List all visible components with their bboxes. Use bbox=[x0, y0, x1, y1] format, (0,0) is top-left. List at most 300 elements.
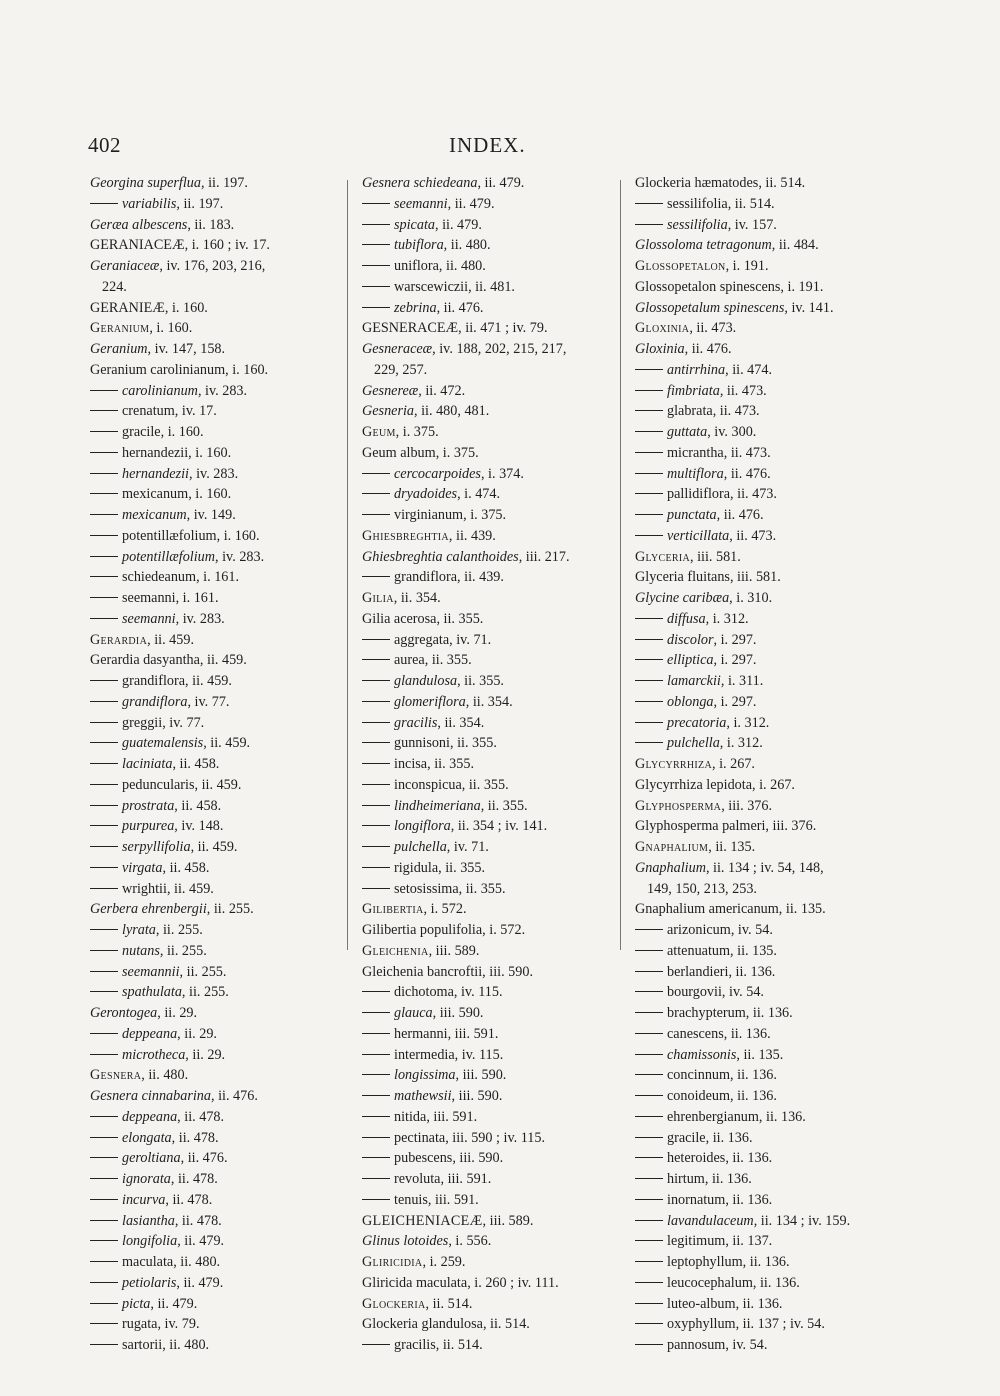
ditto-dash bbox=[90, 701, 118, 702]
index-entry bbox=[362, 1231, 610, 1252]
entry-references: , ii. 137. bbox=[725, 1233, 773, 1250]
entry-term: peduncularis bbox=[122, 776, 195, 793]
index-subentry bbox=[90, 1335, 338, 1356]
index-subentry bbox=[362, 796, 610, 817]
entry-term: Gesnera schiedeana bbox=[362, 175, 478, 191]
entry-references: , ii. 479. bbox=[176, 1274, 224, 1291]
ditto-dash bbox=[362, 867, 390, 868]
entry-references: , ii. 135. bbox=[730, 942, 777, 959]
index-entry bbox=[362, 1273, 610, 1294]
entry-term: Glossopetalon spinescens bbox=[635, 278, 781, 295]
ditto-dash bbox=[635, 1344, 663, 1345]
entry-term: inconspicua bbox=[394, 776, 462, 793]
index-subentry bbox=[635, 962, 895, 983]
entry-references: , ii. 137 ; iv. 54. bbox=[735, 1316, 825, 1333]
ditto-dash bbox=[362, 307, 390, 308]
entry-references: , i. 160 ; iv. 17. bbox=[184, 237, 270, 254]
index-subentry bbox=[362, 879, 610, 900]
ditto-dash bbox=[90, 1033, 118, 1034]
index-entry bbox=[90, 1065, 338, 1086]
index-subentry bbox=[635, 1231, 895, 1252]
ditto-dash bbox=[635, 452, 663, 453]
entry-term: Glockeria glandulosa bbox=[362, 1316, 483, 1333]
entry-term: gracile bbox=[122, 424, 161, 440]
entry-references: , ii. 355. bbox=[457, 673, 504, 689]
index-subentry bbox=[635, 733, 895, 754]
entry-references: , ii. 355. bbox=[438, 859, 486, 876]
entry-term: longiflora bbox=[394, 818, 451, 835]
entry-references: , iv. 176, 203, 216, bbox=[159, 258, 266, 274]
index-subentry bbox=[90, 1045, 338, 1066]
entry-term: bourgovii bbox=[667, 984, 722, 1001]
index-entry bbox=[362, 1314, 610, 1335]
entry-term: nutans bbox=[122, 942, 160, 959]
index-subentry bbox=[635, 1086, 895, 1107]
ditto-dash bbox=[635, 1095, 663, 1096]
index-subentry bbox=[635, 1211, 895, 1232]
entry-references: , ii. 473. bbox=[730, 486, 777, 503]
entry-term: Geranium bbox=[90, 320, 150, 337]
index-entry bbox=[362, 318, 610, 339]
entry-term: Glockeria bbox=[362, 1295, 426, 1312]
entry-references: , i. 375. bbox=[435, 444, 479, 461]
index-entry bbox=[362, 173, 610, 194]
ditto-dash bbox=[90, 846, 118, 847]
entry-term: Ghiesbreghtia bbox=[362, 527, 449, 544]
index-subentry bbox=[635, 1190, 895, 1211]
entry-term: Glyceria bbox=[635, 548, 690, 565]
entry-references: , iv. 79. bbox=[157, 1316, 200, 1333]
index-entry bbox=[635, 235, 895, 256]
entry-references: , ii. 514. bbox=[482, 1316, 530, 1333]
index-entry bbox=[362, 339, 610, 360]
entry-references: , ii. 479. bbox=[150, 1295, 198, 1312]
entry-references: , iii. 590. bbox=[452, 1150, 504, 1167]
entry-references: , i. 160. bbox=[149, 320, 193, 337]
entry-term: Gesnera bbox=[90, 1067, 142, 1084]
entry-term: grandiflora bbox=[394, 569, 458, 586]
index-subentry bbox=[635, 1335, 895, 1356]
index-subentry bbox=[362, 733, 610, 754]
entry-references: , iii. 590. bbox=[451, 1088, 503, 1104]
entry-term: pulchella bbox=[394, 839, 447, 855]
index-entry bbox=[635, 256, 895, 277]
entry-references: , iv. 188, 202, 215, 217, bbox=[432, 341, 567, 357]
entry-term: aggregata bbox=[394, 631, 450, 648]
entry-references: , ii. 197. bbox=[201, 175, 248, 191]
ditto-dash bbox=[635, 1220, 663, 1221]
index-continuation bbox=[635, 879, 895, 900]
entry-term: inornatum bbox=[667, 1191, 726, 1208]
index-continuation bbox=[90, 277, 338, 298]
ditto-dash bbox=[635, 431, 663, 432]
entry-term: micrantha bbox=[667, 444, 724, 461]
entry-references: , i. 191. bbox=[780, 278, 824, 295]
index-entry bbox=[635, 298, 895, 319]
entry-references: , iv. 148. bbox=[174, 818, 224, 835]
ditto-dash bbox=[90, 576, 118, 577]
entry-term: 224. bbox=[102, 278, 127, 295]
entry-term: gunnisoni bbox=[394, 735, 450, 752]
entry-term: longifolia bbox=[122, 1233, 178, 1250]
entry-term: Gnaphalium bbox=[635, 839, 709, 855]
ditto-dash bbox=[362, 265, 390, 266]
ditto-dash bbox=[90, 742, 118, 743]
entry-term: verticillata bbox=[667, 527, 730, 544]
index-subentry bbox=[362, 1169, 610, 1190]
entry-term: glabrata bbox=[667, 403, 713, 420]
entry-term: arizonicum bbox=[667, 922, 731, 938]
entry-term: hernandezii bbox=[122, 444, 189, 461]
ditto-dash bbox=[635, 493, 663, 494]
entry-references: , ii. 136. bbox=[723, 1025, 771, 1042]
ditto-dash bbox=[635, 639, 663, 640]
entry-references: , i. 312. bbox=[719, 735, 763, 752]
ditto-dash bbox=[90, 784, 118, 785]
entry-term: leptophyllum bbox=[667, 1254, 743, 1270]
ditto-dash bbox=[90, 991, 118, 992]
index-subentry bbox=[635, 982, 895, 1003]
entry-references: , i. 267. bbox=[752, 776, 795, 793]
index-subentry bbox=[90, 1190, 338, 1211]
ditto-dash bbox=[362, 493, 390, 494]
index-subentry bbox=[362, 837, 610, 858]
entry-term: GLEICHENIACEÆ bbox=[362, 1212, 483, 1229]
index-subentry bbox=[362, 567, 610, 588]
ditto-dash bbox=[90, 473, 118, 474]
entry-references: , ii. 476. bbox=[436, 299, 484, 316]
ditto-dash bbox=[362, 639, 390, 640]
index-subentry bbox=[362, 1065, 610, 1086]
entry-references: , ii. 479. bbox=[447, 195, 495, 212]
index-subentry bbox=[90, 1211, 338, 1232]
entry-term: maculata bbox=[122, 1254, 174, 1270]
entry-references: , ii. 479. bbox=[177, 1233, 225, 1250]
entry-references: , ii. 29. bbox=[185, 1046, 226, 1063]
entry-references: , ii. 476. bbox=[684, 341, 732, 357]
ditto-dash bbox=[635, 1178, 663, 1179]
index-subentry bbox=[362, 982, 610, 1003]
entry-references: , ii. 480. bbox=[438, 258, 486, 274]
entry-references: , iii. 376. bbox=[765, 818, 817, 835]
ditto-dash bbox=[90, 431, 118, 432]
ditto-dash bbox=[362, 784, 390, 785]
entry-term: Glossopetalum spinescens bbox=[635, 299, 785, 316]
ditto-dash bbox=[362, 1054, 390, 1055]
index-subentry bbox=[362, 256, 610, 277]
entry-references: , ii. 355. bbox=[427, 756, 474, 772]
index-subentry bbox=[362, 1045, 610, 1066]
index-subentry bbox=[635, 484, 895, 505]
ditto-dash bbox=[635, 1157, 663, 1158]
index-subentry bbox=[90, 588, 338, 609]
entry-references: , ii. 197. bbox=[176, 195, 224, 212]
entry-term: concinnum bbox=[667, 1067, 731, 1084]
entry-term: multiflora bbox=[667, 465, 724, 482]
entry-references: , ii. 136. bbox=[725, 1191, 773, 1208]
entry-term: grandiflora bbox=[122, 673, 186, 689]
index-entry bbox=[362, 1211, 610, 1232]
index-subentry bbox=[362, 1335, 610, 1356]
entry-references: , ii. 471 ; iv. 79. bbox=[458, 320, 548, 337]
ditto-dash bbox=[90, 1178, 118, 1179]
entry-references: , ii. 459. bbox=[166, 880, 214, 897]
entry-references: , ii. 355. bbox=[424, 652, 472, 669]
entry-term: pulchella bbox=[667, 735, 720, 752]
entry-term: Geum album bbox=[362, 444, 436, 461]
index-subentry bbox=[362, 1086, 610, 1107]
index-subentry bbox=[635, 1314, 895, 1335]
entry-term: attenuatum bbox=[667, 942, 731, 959]
ditto-dash bbox=[362, 701, 390, 702]
entry-term: punctata bbox=[667, 507, 717, 523]
entry-references: , i. 160. bbox=[188, 486, 232, 503]
ditto-dash bbox=[90, 493, 118, 494]
entry-term: ehrenbergianum bbox=[667, 1108, 759, 1125]
ditto-dash bbox=[362, 224, 390, 225]
ditto-dash bbox=[362, 244, 390, 245]
entry-references: , i. 160. bbox=[188, 444, 232, 461]
entry-references: , ii. 459. bbox=[190, 839, 238, 855]
index-entry bbox=[362, 401, 610, 422]
entry-references: , ii. 481. bbox=[468, 278, 515, 295]
entry-references: , i. 161. bbox=[175, 590, 219, 606]
entry-references: , ii. 458. bbox=[174, 797, 222, 814]
entry-references: , iv. 141. bbox=[784, 299, 834, 316]
ditto-dash bbox=[635, 1054, 663, 1055]
entry-term: oxyphyllum bbox=[667, 1316, 736, 1333]
entry-term: Ghiesbreghtia calanthoides bbox=[362, 548, 519, 565]
index-subentry bbox=[635, 630, 895, 651]
ditto-dash bbox=[362, 846, 390, 847]
ditto-dash bbox=[90, 618, 118, 619]
index-subentry bbox=[90, 526, 338, 547]
ditto-dash bbox=[362, 1012, 390, 1013]
page-number: 402 bbox=[88, 133, 121, 157]
index-entry bbox=[362, 588, 610, 609]
ditto-dash bbox=[90, 805, 118, 806]
ditto-dash bbox=[90, 1240, 118, 1241]
entry-references: , iii. 589. bbox=[482, 1212, 534, 1229]
index-subentry bbox=[362, 1003, 610, 1024]
ditto-dash bbox=[90, 971, 118, 972]
ditto-dash bbox=[635, 1033, 663, 1034]
ditto-dash bbox=[635, 971, 663, 972]
index-subentry bbox=[90, 1273, 338, 1294]
index-subentry bbox=[635, 1273, 895, 1294]
ditto-dash bbox=[635, 1137, 663, 1138]
index-subentry bbox=[635, 671, 895, 692]
entry-term: Gerbera ehrenbergii bbox=[90, 901, 207, 918]
entry-term: zebrina bbox=[394, 299, 437, 316]
entry-references: , i. 311. bbox=[720, 673, 764, 689]
index-subentry bbox=[90, 1107, 338, 1128]
entry-references: , ii. 458. bbox=[172, 756, 220, 772]
ditto-dash bbox=[635, 929, 663, 930]
ditto-dash bbox=[635, 1116, 663, 1117]
index-entry bbox=[90, 339, 338, 360]
entry-references: , ii. 459. bbox=[185, 673, 232, 689]
ditto-dash bbox=[90, 203, 118, 204]
entry-term: Geræa albescens bbox=[90, 216, 188, 233]
index-entry bbox=[635, 547, 895, 568]
entry-references: , ii. 136. bbox=[752, 1274, 800, 1291]
index-subentry bbox=[362, 650, 610, 671]
entry-term: berlandieri bbox=[667, 963, 729, 980]
entry-term: schiedeanum bbox=[122, 569, 197, 586]
entry-term: deppeana bbox=[122, 1108, 178, 1125]
index-subentry bbox=[362, 1128, 610, 1149]
index-subentry bbox=[362, 505, 610, 526]
column-rule-right bbox=[620, 180, 621, 950]
index-subentry bbox=[90, 1294, 338, 1315]
entry-term: intermedia bbox=[394, 1046, 455, 1063]
entry-references: , iii. 217. bbox=[518, 548, 570, 565]
entry-term: Glinus lotoides bbox=[362, 1233, 449, 1250]
index-entry bbox=[635, 339, 895, 360]
entry-references: , i. 474. bbox=[457, 486, 501, 503]
entry-term: lamarckii bbox=[667, 673, 721, 689]
index-subentry bbox=[90, 671, 338, 692]
entry-term: Glossoloma tetragonum bbox=[635, 237, 772, 254]
entry-references: , ii. 479. bbox=[434, 216, 482, 233]
entry-term: Gerardia dasyantha bbox=[90, 652, 200, 669]
index-entry bbox=[90, 360, 338, 381]
index-subentry bbox=[90, 567, 338, 588]
ditto-dash bbox=[90, 763, 118, 764]
entry-references: , ii. 473. bbox=[723, 444, 771, 461]
index-subentry bbox=[362, 215, 610, 236]
entry-term: seemannii bbox=[122, 963, 180, 980]
index-subentry bbox=[635, 1065, 895, 1086]
entry-term: GERANIEÆ bbox=[90, 299, 165, 316]
entry-term: Glycine caribæa bbox=[635, 590, 730, 606]
entry-term: oblonga bbox=[667, 693, 714, 710]
entry-references: , ii. 478. bbox=[165, 1191, 213, 1208]
ditto-dash bbox=[90, 452, 118, 453]
entry-references: , ii. 480. bbox=[173, 1254, 221, 1270]
index-column-2 bbox=[362, 173, 610, 1356]
entry-term: lyrata bbox=[122, 922, 156, 938]
entry-term: pannosum bbox=[667, 1337, 726, 1353]
entry-references: , ii. 355. bbox=[436, 610, 484, 627]
index-subentry bbox=[362, 298, 610, 319]
entry-term: 149, 150, 213, 253. bbox=[647, 880, 757, 897]
index-subentry bbox=[635, 505, 895, 526]
entry-references: , ii. 480. bbox=[162, 1337, 210, 1353]
entry-references: , i. 572. bbox=[423, 901, 467, 918]
entry-term: 229, 257. bbox=[374, 361, 428, 378]
entry-references: , ii. 354 ; iv. 141. bbox=[450, 818, 548, 835]
entry-term: pallidiflora bbox=[667, 486, 731, 503]
entry-term: Gilia bbox=[362, 590, 394, 606]
index-entry bbox=[635, 588, 895, 609]
ditto-dash bbox=[362, 1116, 390, 1117]
entry-term: conoideum bbox=[667, 1088, 731, 1104]
entry-term: crenatum bbox=[122, 403, 175, 420]
ditto-dash bbox=[90, 825, 118, 826]
ditto-dash bbox=[635, 1240, 663, 1241]
index-subentry bbox=[635, 464, 895, 485]
index-subentry bbox=[90, 775, 338, 796]
entry-term: sessilifolia bbox=[667, 195, 728, 212]
entry-references: , ii. 514. bbox=[425, 1295, 473, 1312]
entry-references: , iii. 591. bbox=[447, 1025, 499, 1042]
index-entry bbox=[635, 816, 895, 837]
index-subentry bbox=[90, 401, 338, 422]
index-subentry bbox=[635, 692, 895, 713]
entry-references: , ii. 478. bbox=[171, 1129, 219, 1146]
entry-references: , i. 161. bbox=[196, 569, 240, 586]
index-subentry bbox=[635, 1045, 895, 1066]
ditto-dash bbox=[90, 1220, 118, 1221]
entry-references: , ii. 478. bbox=[177, 1108, 225, 1125]
entry-references: , iv. 71. bbox=[446, 839, 489, 855]
entry-term: nitida bbox=[394, 1108, 427, 1125]
index-entry bbox=[90, 899, 338, 920]
ditto-dash bbox=[90, 597, 118, 598]
entry-references: , ii. 136. bbox=[705, 1129, 753, 1146]
index-subentry bbox=[90, 609, 338, 630]
entry-references: , ii. 476. bbox=[716, 507, 764, 523]
entry-term: Gesneria bbox=[362, 403, 415, 420]
entry-term: warscewiczii bbox=[394, 278, 469, 295]
entry-references: , iii. 376. bbox=[721, 797, 773, 814]
entry-term: gracilis bbox=[394, 714, 438, 731]
index-subentry bbox=[635, 194, 895, 215]
entry-references: , i. 260 ; iv. 111. bbox=[467, 1274, 559, 1291]
index-entry bbox=[635, 837, 895, 858]
index-entry bbox=[90, 630, 338, 651]
entry-references: , ii. 459. bbox=[147, 631, 194, 648]
entry-references: , ii. 255. bbox=[159, 942, 207, 959]
index-subentry bbox=[90, 713, 338, 734]
index-entry bbox=[635, 754, 895, 775]
index-subentry bbox=[90, 194, 338, 215]
ditto-dash bbox=[362, 473, 390, 474]
entry-references: , iii. 591. bbox=[426, 1108, 478, 1125]
entry-term: GERANIACEÆ bbox=[90, 237, 185, 254]
index-entry bbox=[362, 422, 610, 443]
index-subentry bbox=[90, 505, 338, 526]
entry-term: sartorii bbox=[122, 1337, 163, 1353]
entry-references: , ii. 136. bbox=[742, 1254, 790, 1270]
entry-references: , ii. 255. bbox=[206, 901, 254, 918]
index-subentry bbox=[90, 733, 338, 754]
entry-term: Geum bbox=[362, 424, 396, 440]
entry-term: seemanni bbox=[122, 610, 176, 627]
index-subentry bbox=[362, 464, 610, 485]
entry-references: , i. 297. bbox=[713, 652, 757, 669]
entry-term: glauca bbox=[394, 1005, 433, 1021]
entry-references: , ii. 136. bbox=[735, 1295, 783, 1312]
entry-term: Gesneraceæ bbox=[362, 341, 433, 357]
entry-term: picta bbox=[122, 1295, 151, 1312]
entry-references: , i. 160. bbox=[164, 299, 208, 316]
entry-term: Gilibertia populifolia bbox=[362, 922, 483, 938]
entry-term: Glossopetalon bbox=[635, 258, 726, 274]
index-subentry bbox=[90, 547, 338, 568]
entry-term: setosissima bbox=[394, 880, 459, 897]
ditto-dash bbox=[90, 1157, 118, 1158]
index-entry bbox=[362, 443, 610, 464]
entry-term: grandiflora bbox=[122, 693, 188, 710]
ditto-dash bbox=[90, 1054, 118, 1055]
index-column-3 bbox=[635, 173, 895, 1356]
entry-references: , ii. 136. bbox=[728, 963, 776, 980]
index-subentry bbox=[90, 484, 338, 505]
entry-term: Gleichenia bancroftii bbox=[362, 963, 483, 980]
